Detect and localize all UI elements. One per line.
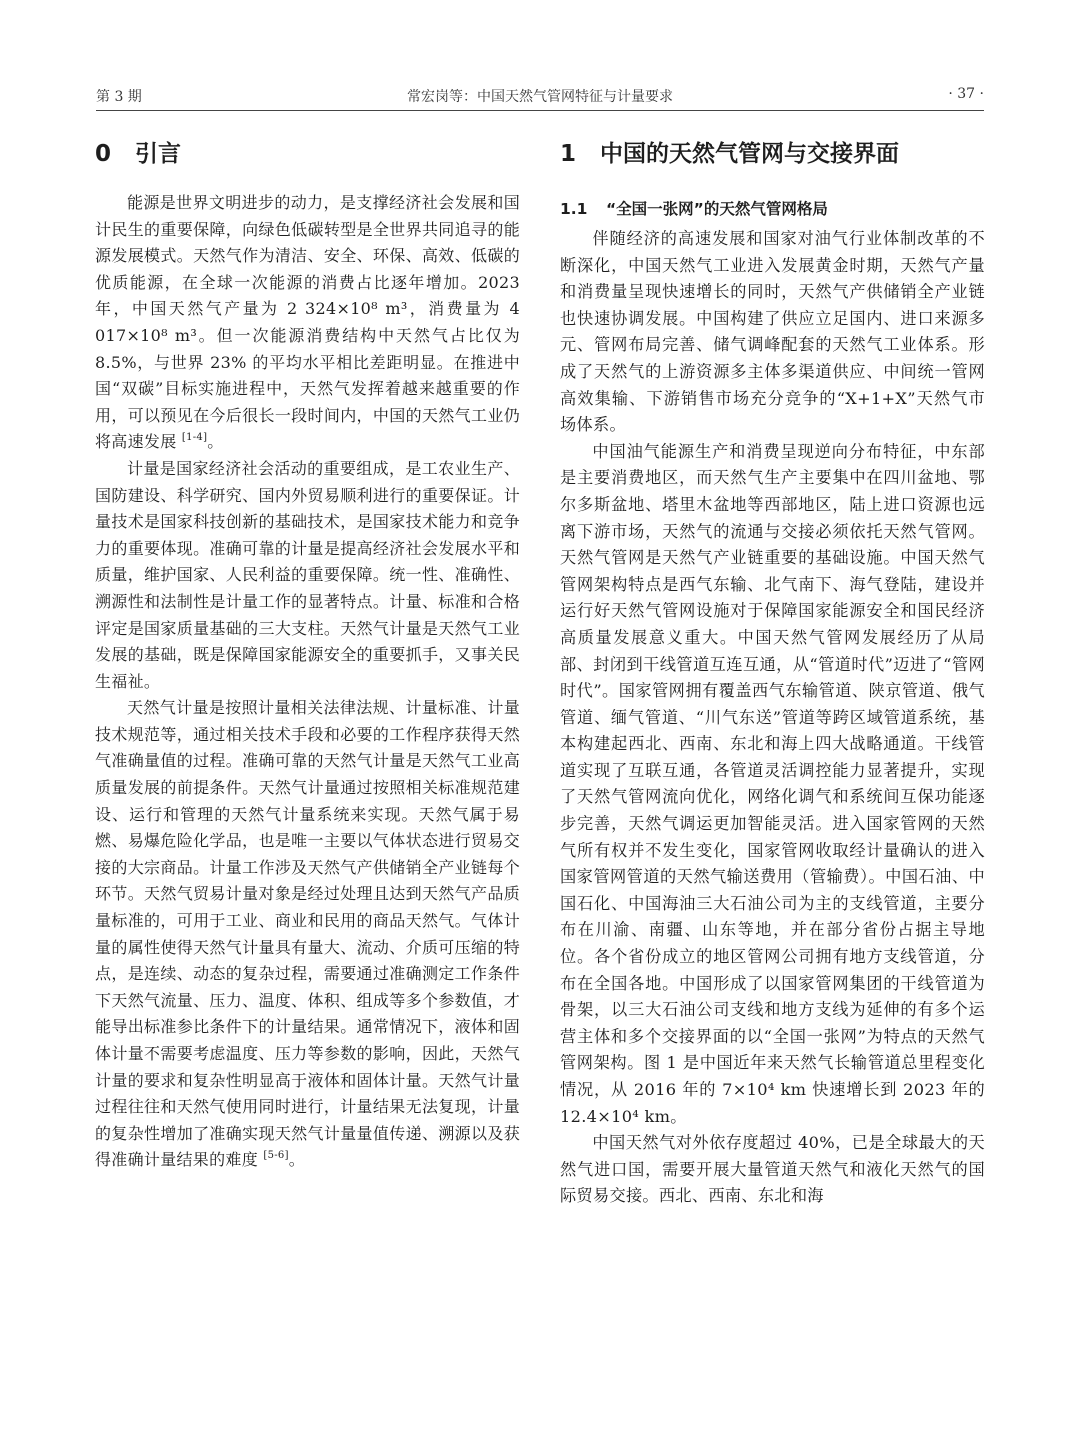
citation-ref: [1-4]	[181, 432, 208, 444]
paragraph: 伴随经济的高速发展和国家对油气行业体制改革的不断深化，中国天然气工业进入发展黄金时期，天然气产量和消费量呈现快速增长的同时，天然气产供储销全产业链也快速协调发展。中国构建了供应立足国内、进口来源多元、管网布局完善、储气调峰配套的天然气工业体系。形成了天然气的上游资源多主体多渠道供应、中间统一管网高效集输、下游销售市场充分竞争的“X+1+X”天然气市场体系。	[560, 229, 985, 435]
section-title: 引言	[135, 141, 181, 167]
section-heading-introduction	[95, 136, 520, 172]
right-column	[560, 136, 985, 1210]
left-column	[95, 136, 520, 1174]
page-number: · 37 ·	[948, 86, 984, 102]
subsection-number: 1.1	[560, 200, 588, 218]
section-number: 1	[560, 141, 577, 167]
paragraph: 中国油气能源生产和消费呈现逆向分布特征，中东部是主要消费地区，而天然气生产主要集中在四川盆地、鄂尔多斯盆地、塔里木盆地等西部地区，陆上进口资源也远离下游市场，天然气的流通与交接必须依托天然气管网。天然气管网是天然气产业链重要的基础设施。中国天然气管网架构特点是西气东输、北气南下、海气登陆，建设并运行好天然气管网设施对于保障国家能源安全和国民经济高质量发展意义重大。中国天然气管网发展经历了从局部、封闭到干线管道互连互通，从“管道时代”迈进了“管网时代”。国家管网拥有覆盖西气东输管道、陕京管道、俄气管道、缅气管道、“川气东送”管道等跨区域管道系统，基本构建起西北、西南、东北和海上四大战略通道。干线管道实现了互联互通，各管道灵活调控能力显著提升，实现了天然气管网流向优化，网络化调气和系统间互保功能逐步完善，天然气调运更加智能灵活。进入国家管网的天然气所有权并不发生变化，国家管网收取经计量确认的进入国家管网管道的天然气输送费用（管输费）。中国石油、中国石化、中国海油三大石油公司为主的支线管道，主要分布在川渝、南疆、山东等地，并在部分省份占据主导地位。各个省份成立的地区管网公司拥有地方支线管道，分布在全国各地。中国形成了以国家管网集团的干线管道为骨架，以三大石油公司支线和地方支线为延伸的有多个运营主体和多个交接界面的以“全国一张网”为特点的天然气管网架构。图 1 是中国近年来天然气长输管道总里程变化情况，从 2016 年的 7×10⁴ km 快速增长到 2023 年的 12.4×10⁴ km。	[560, 441, 985, 1126]
section-title: 中国的天然气管网与交接界面	[600, 141, 899, 167]
running-header	[96, 84, 984, 111]
issue-label: 第 3 期	[96, 89, 142, 105]
paragraph: 中国天然气对外依存度超过 40%，已是全球最大的天然气进口国，需要开展大量管道天然气和液化天然气的国际贸易交接。西北、西南、东北和海	[560, 1133, 985, 1206]
paragraph: 计量是国家经济社会活动的重要组成，是工农业生产、国防建设、科学研究、国内外贸易顺利进行的重要保证。计量技术是国家科技创新的基础技术，是国家技术能力和竞争力的重要体现。准确可靠的计量是提高经济社会发展水平和质量，维护国家、人民利益的重要保障。统一性、准确性、溯源性和法制性是计量工作的显著特点。计量、标准和合格评定是国家质量基础的三大支柱。天然气计量是天然气工业发展的基础，既是保障国家能源安全的重要抓手，又事关民生福祉。	[95, 458, 520, 691]
running-title: 常宏岗等：中国天然气管网特征与计量要求	[407, 89, 673, 105]
paragraph: 能源是世界文明进步的动力，是支撑经济社会发展和国计民生的重要保障，向绿色低碳转型是全世界共同追寻的能源发展模式。天然气作为清洁、安全、环保、高效、低碳的优质能源，在全球一次能源的消费占比逐年增加。2023 年，中国天然气产量为 2 324×10⁸ m³，消费量为 4 017×10⁸ m³。但一次能源消费结构中天然气占比仅为 8.5%，与世界 23% 的平均水平相比差距明显。在推进中国“双碳”目标实施进程中，天然气发挥着越来越重要的作用，可以预见在今后很长一段时间内，中国的天然气工业仍将高速发展 [1-4]。	[95, 193, 520, 452]
subsection-heading	[560, 192, 985, 226]
section-heading-pipeline-network	[560, 136, 985, 172]
section-number: 0	[95, 141, 112, 167]
citation-ref: [5-6]	[263, 1150, 289, 1162]
subsection-title: “全国一张网”的天然气管网格局	[606, 200, 828, 218]
paragraph: 天然气计量是按照计量相关法律法规、计量标准、计量技术规范等，通过相关技术手段和必要的工作程序获得天然气准确量值的过程。准确可靠的天然气计量是天然气工业高质量发展的前提条件。天然气计量通过按照相关标准规范建设、运行和管理的天然气计量系统来实现。天然气属于易燃、易爆危险化学品，也是唯一主要以气体状态进行贸易交接的大宗商品。计量工作涉及天然气产供储销全产业链每个环节。天然气贸易计量对象是经过处理且达到天然气产品质量标准的，可用于工业、商业和民用的商品天然气。气体计量的属性使得天然气计量具有量大、流动、介质可压缩的特点，是连续、动态的复杂过程，需要通过准确测定工作条件下天然气流量、压力、温度、体积、组成等多个参数值，才能导出标准参比条件下的计量结果。通常情况下，液体和固体计量不需要考虑温度、压力等参数的影响，因此，天然气计量的要求和复杂性明显高于液体和固体计量。天然气计量过程往往和天然气使用同时进行，计量结果无法复现，计量的复杂性增加了准确实现天然气计量量值传递、溯源以及获得准确计量结果的难度 [5-6]。	[95, 698, 520, 1170]
